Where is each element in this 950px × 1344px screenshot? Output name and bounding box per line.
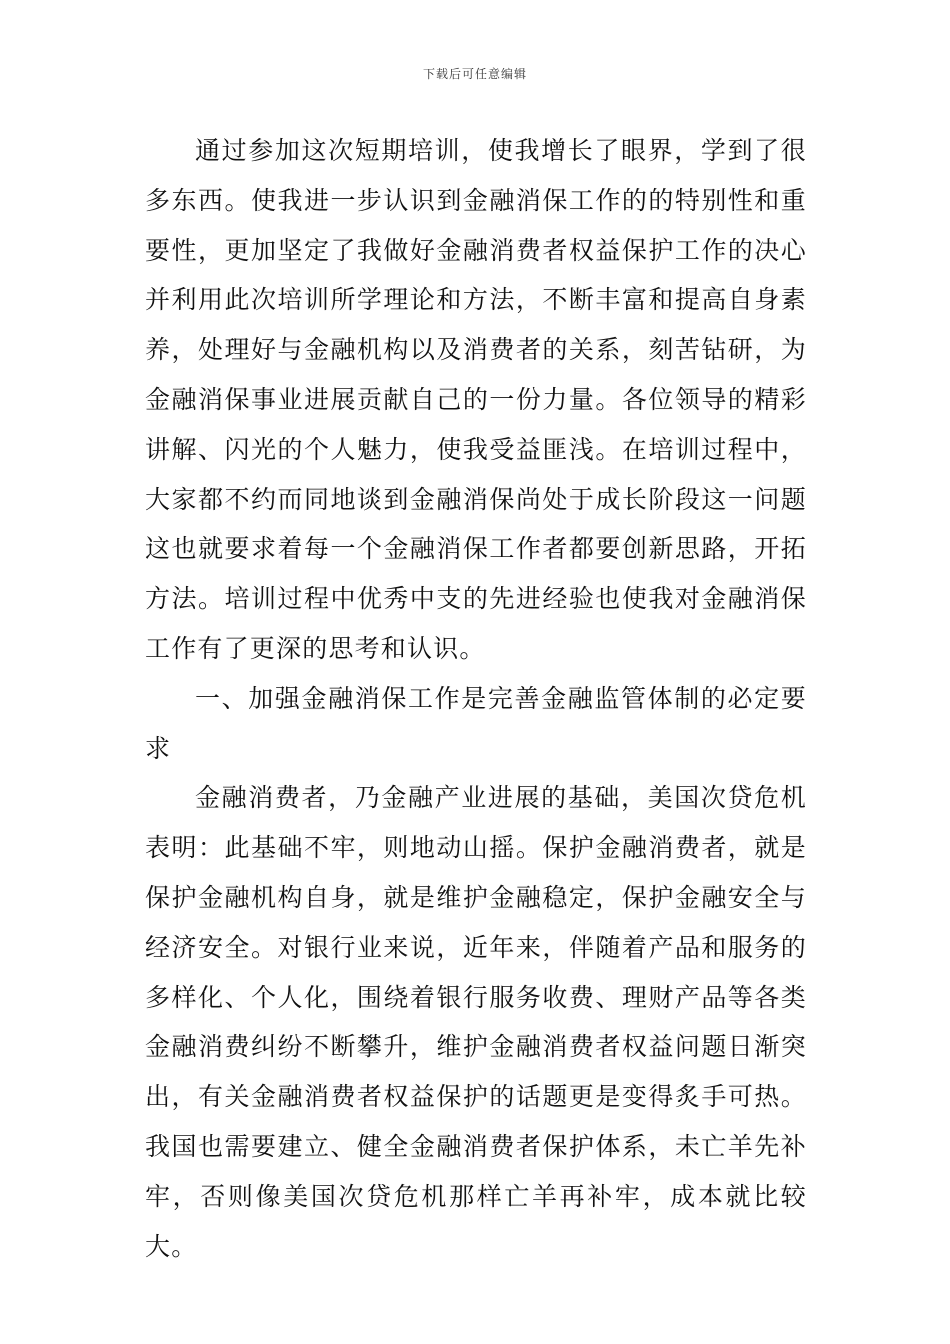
section-heading-1: 一、加强金融消保工作是完善金融监管体制的必定要求 [145,683,807,763]
page-header: 下载后可任意编辑 [422,67,527,81]
paragraph-financial-consumer: 金融消费者，乃金融产业进展的基础，美国次贷危机表明：此基础不牢，则地动山摇。保护金融消费者，就是保护金融机构自身，就是维护金融稳定，保护金融安全与经济安全。对银行业来说，近年来，伴随着产品和服务的多样化、个人化，围绕着银行服务收费、理财产品等各类金融消费纠纷不断攀升，维护金融消费者权益问题日渐突出，有关金融消费者权益保护的话题更是变得炙手可热。我国也需要建立、健全金融消费者保护体系，未亡羊先补牢，否则像美国次贷危机那样亡羊再补牢，成本就比较大。 [145,783,807,1261]
paragraph-training-reflection: 通过参加这次短期培训，使我增长了眼界，学到了很多东西。使我进一步认识到金融消保工作的的特别性和重要性，更加坚定了我做好金融消费者权益保护工作的决心并利用此次培训所学理论和方法，不断丰富和提高自身素养，处理好与金融机构以及消费者的关系，刻苦钻研，为金融消保事业进展贡献自己的一份力量。各位领导的精彩讲解、闪光的个人魅力，使我受益匪浅。在培训过程中，大家都不约而同地谈到金融消保尚处于成长阶段这一问题这也就要求着每一个金融消保工作者都要创新思路，开拓方法。培训过程中优秀中支的先进经验也使我对金融消保工作有了更深的思考和认识。 [145,136,807,663]
document-body [145,126,807,1271]
